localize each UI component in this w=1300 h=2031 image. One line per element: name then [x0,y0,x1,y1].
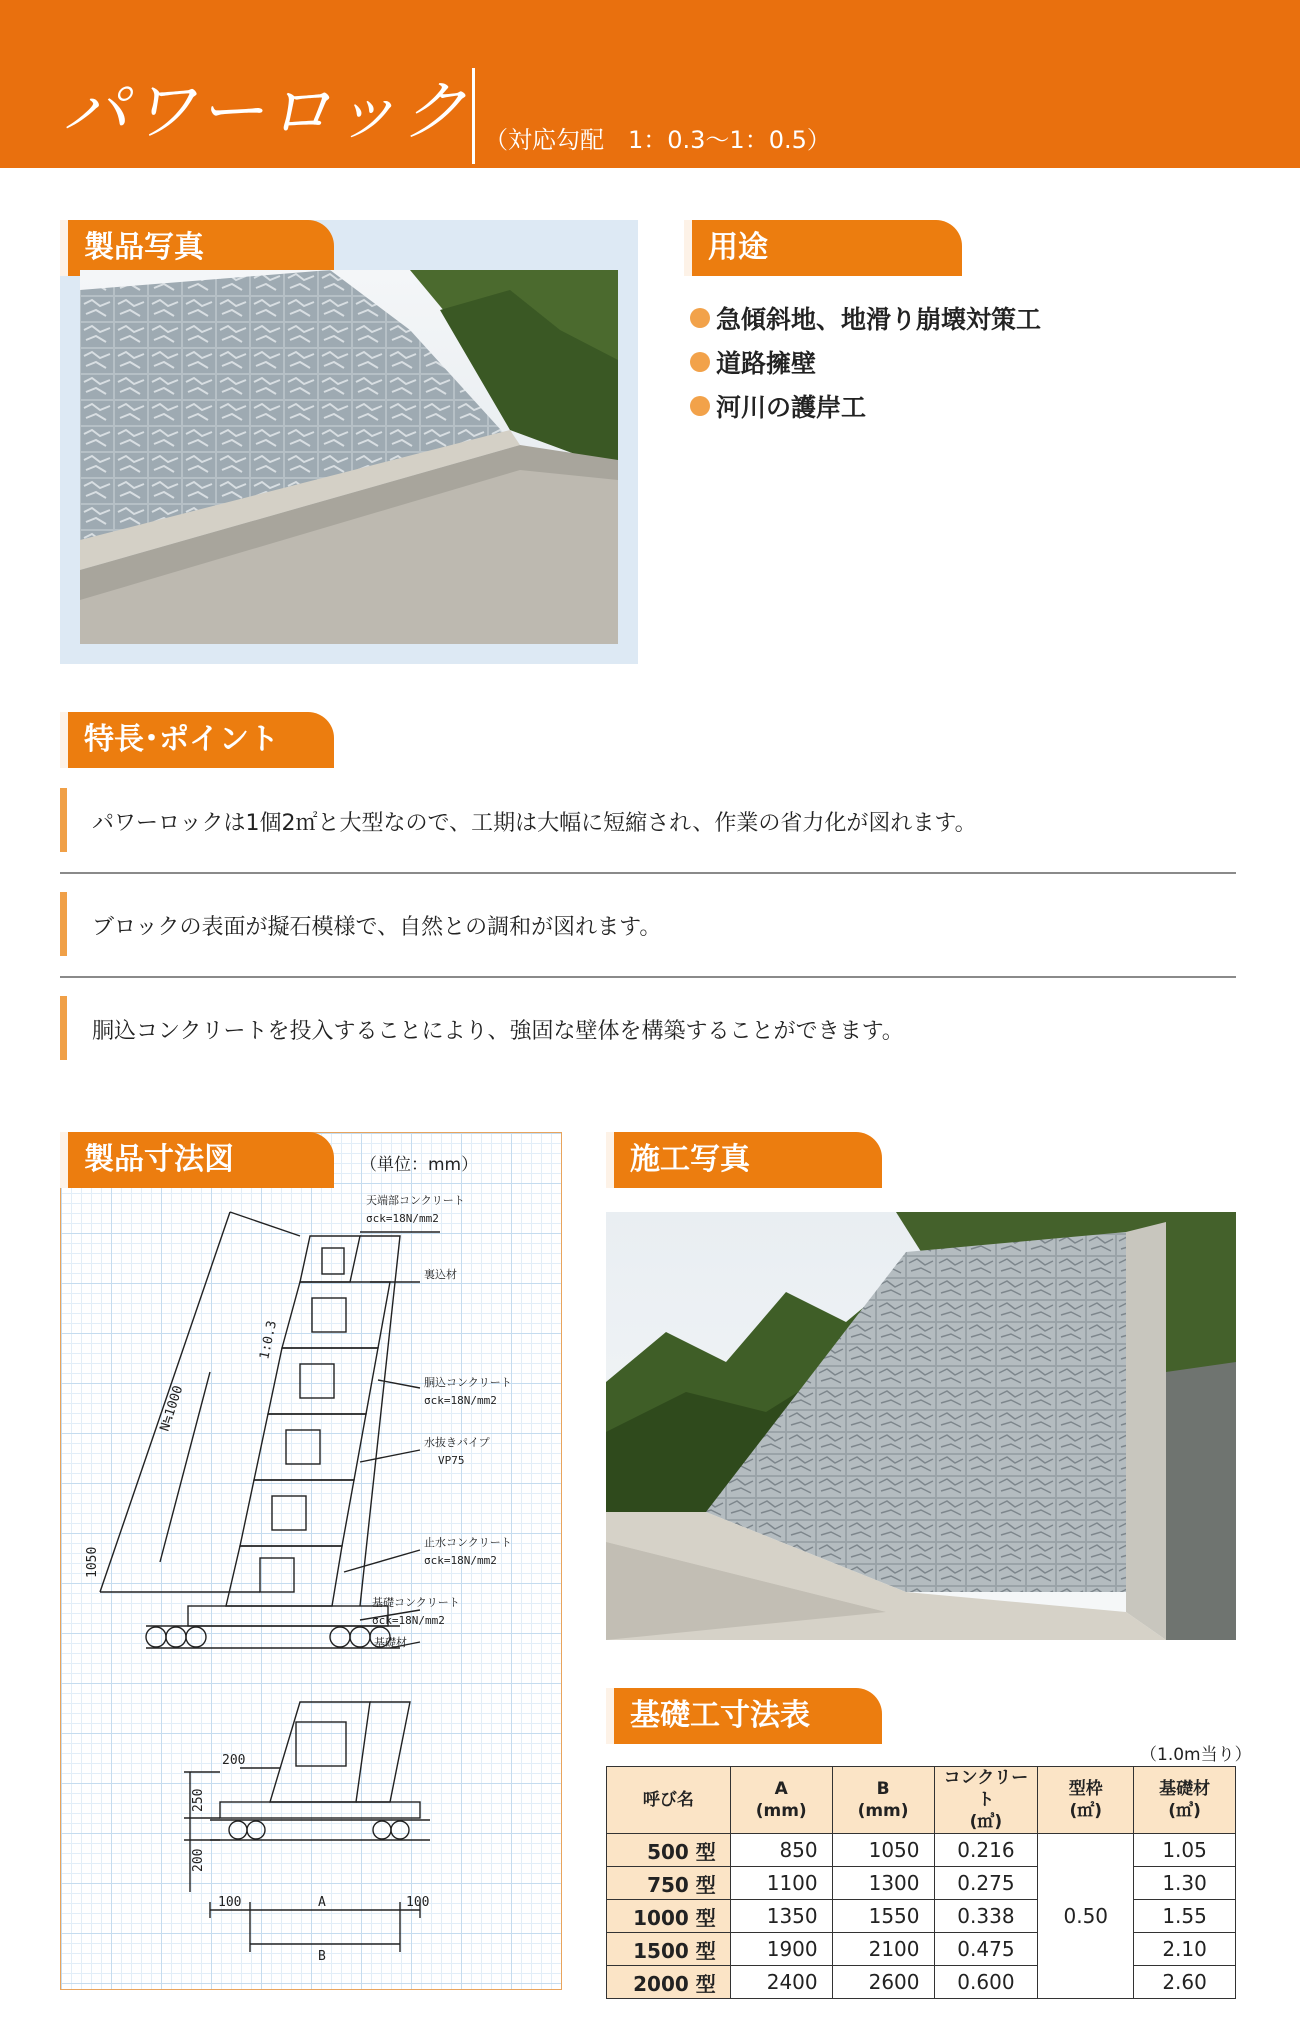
cell-base: 2.60 [1134,1966,1236,1999]
label-base-concrete: 基礎コンクリート [372,1596,460,1609]
cell-a: 850 [730,1834,832,1867]
page-title: パワーロック [62,73,469,150]
col-header-base: 基礎材 (㎥) [1134,1767,1236,1834]
cell-name: 750 型 [607,1867,731,1900]
cell-b: 1050 [832,1834,934,1867]
cell-a: 2400 [730,1966,832,1999]
cell-b: 1300 [832,1867,934,1900]
col-header-a: A (mm) [730,1767,832,1834]
section-tab-usage [684,220,962,276]
section-title-usage: 用途 [708,230,768,265]
cell-concrete: 0.600 [934,1966,1038,1999]
table-row [607,1834,1236,1867]
label-body-concrete-spec: σck=18N/mm2 [424,1394,497,1407]
feature-accent-bar [60,892,67,956]
section-title-features: 特長･ポイント [84,722,279,757]
cell-base: 2.10 [1134,1933,1236,1966]
dimension-drawing [60,1132,562,1990]
label-dim-1050: 1050 [85,1546,100,1578]
label-dim-200-top: 200 [222,1753,246,1768]
feature-divider [60,976,1236,978]
section-title-product-photo: 製品写真 [84,230,204,265]
label-dim-100-right: 100 [406,1895,430,1910]
section-tab-construction-photo [606,1132,882,1188]
usage-list [690,296,1041,428]
cell-a: 1100 [730,1867,832,1900]
cell-concrete: 0.216 [934,1834,1038,1867]
section-tab-foundation-table [606,1688,882,1744]
col-header-concrete: コンクリート (㎥) [934,1767,1038,1834]
label-top-concrete: 天端部コンクリート [366,1194,465,1207]
label-drain-pipe: 水抜きパイプ [424,1436,490,1449]
col-header-b: B (mm) [832,1767,934,1834]
cell-concrete: 0.275 [934,1867,1038,1900]
cell-b: 2100 [832,1933,934,1966]
cell-base: 1.30 [1134,1867,1236,1900]
cell-b: 1550 [832,1900,934,1933]
feature-text: ブロックの表面が擬石模様で、自然との調和が図れます。 [92,915,662,940]
cell-a: 1350 [730,1900,832,1933]
label-dim-b: B [318,1949,326,1964]
feature-divider [60,872,1236,874]
usage-item: 道路擁壁 [690,340,1041,384]
unit-label: （単位：mm） [360,1155,479,1175]
label-dim-100-left: 100 [218,1895,242,1910]
label-slope-length: N≒1000 [157,1383,187,1434]
table-header-row [607,1767,1236,1834]
section-tab-features [60,712,334,768]
header-banner [0,0,1300,168]
section-title-dimension-drawing: 製品寸法図 [84,1142,234,1177]
cell-concrete: 0.475 [934,1933,1038,1966]
section-title-construction-photo: 施工写真 [630,1142,750,1177]
table-note: （1.0m当り） [1140,1745,1252,1765]
label-base-concrete-spec: σck=18N/mm2 [372,1614,445,1627]
section-title-foundation-table: 基礎工寸法表 [630,1698,810,1733]
section-tab-product-photo [60,220,334,276]
col-header-name: 呼び名 [607,1767,731,1834]
feature-accent-bar [60,788,67,852]
cell-concrete: 0.338 [934,1900,1038,1933]
label-slope-ratio: 1:0.3 [257,1319,281,1361]
label-top-concrete-spec: σck=18N/mm2 [366,1212,439,1225]
cell-name: 2000 型 [607,1966,731,1999]
table-row [607,1966,1236,1999]
construction-photo [606,1212,1236,1640]
table-row [607,1900,1236,1933]
label-dim-250: 250 [191,1788,206,1812]
retaining-wall-photo [80,270,618,644]
cell-base: 1.05 [1134,1834,1236,1867]
cell-name: 1500 型 [607,1933,731,1966]
cell-formwork: 0.50 [1038,1834,1134,1999]
construction-site-photo [606,1212,1236,1640]
cell-base: 1.55 [1134,1900,1236,1933]
label-dim-a: A [318,1895,326,1910]
label-backfill: 裏込材 [424,1268,457,1281]
foundation-table [606,1766,1236,1999]
cell-b: 2600 [832,1966,934,1999]
cell-name: 500 型 [607,1834,731,1867]
feature-accent-bar [60,996,67,1060]
feature-text: 胴込コンクリートを投入することにより、強固な壁体を構築することができます。 [92,1019,904,1044]
bullet-icon [690,352,710,372]
label-stop-concrete-spec: σck=18N/mm2 [424,1554,497,1567]
title-divider [472,68,475,164]
table-row [607,1867,1236,1900]
page-subtitle: （対応勾配 1：0.3〜1：0.5） [484,126,831,154]
cell-name: 1000 型 [607,1900,731,1933]
cell-a: 1900 [730,1933,832,1966]
label-dim-200-side: 200 [191,1848,206,1872]
usage-item: 急傾斜地、地滑り崩壊対策工 [690,296,1041,340]
col-header-formwork: 型枠 (㎡) [1038,1767,1134,1834]
label-drain-pipe-spec: VP75 [438,1454,465,1467]
bullet-icon [690,308,710,328]
feature-text: パワーロックは1個2㎡と大型なので、工期は大幅に短縮され、作業の省力化が図れます。 [92,811,977,836]
label-body-concrete: 胴込コンクリート [424,1376,512,1389]
usage-item: 河川の護岸工 [690,384,1041,428]
bullet-icon [690,396,710,416]
product-photo [80,270,618,644]
table-row [607,1933,1236,1966]
label-base-material: 基礎材 [374,1636,407,1649]
label-stop-concrete: 止水コンクリート [424,1536,512,1549]
